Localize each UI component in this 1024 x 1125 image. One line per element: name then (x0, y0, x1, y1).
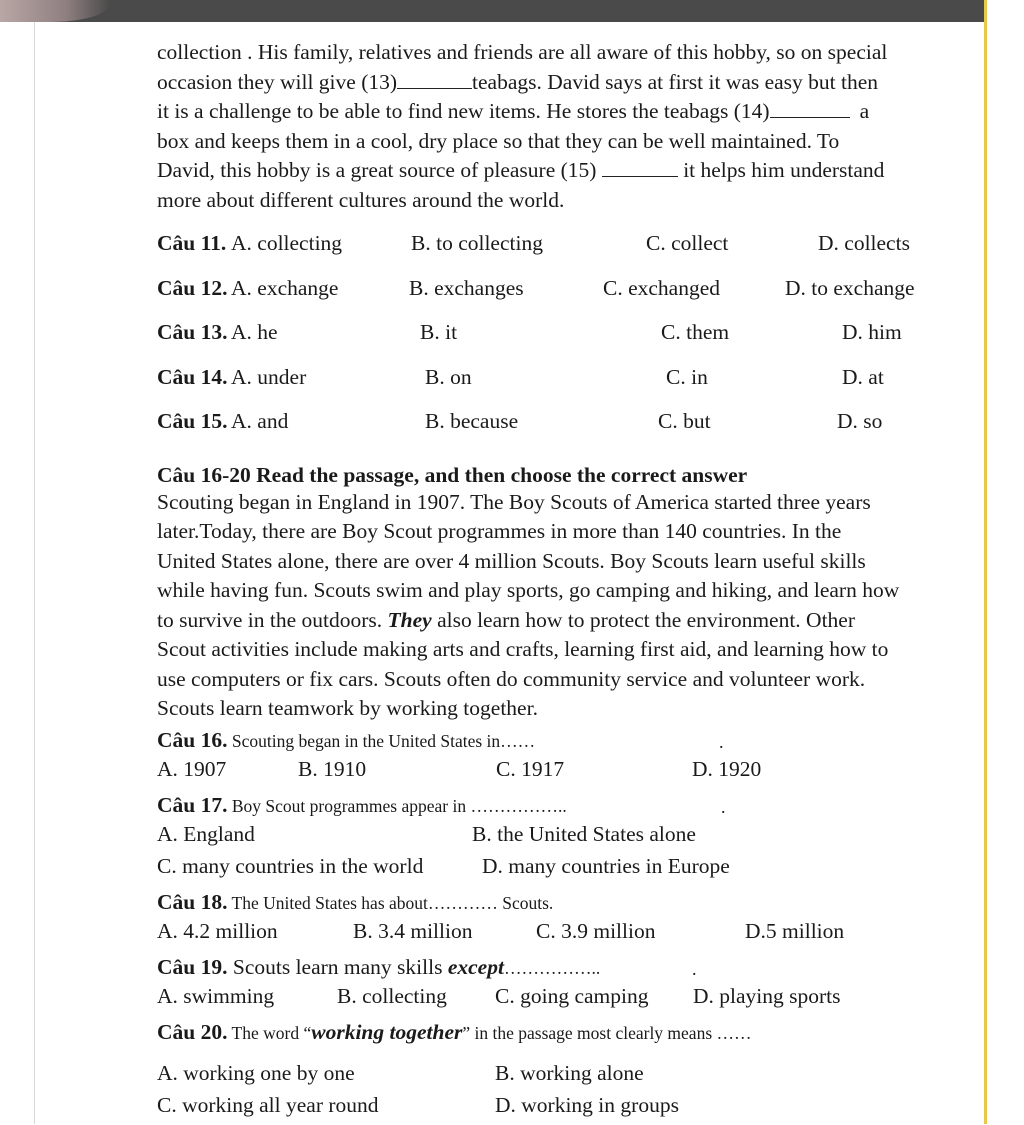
option-a: A. collecting (231, 231, 343, 255)
stray-mark: . (721, 796, 726, 817)
passage-2-line-7: use computers or fix cars. Scouts often do community service and volunteer work. (157, 666, 866, 691)
option-c: C. in (666, 364, 708, 389)
option-b: B. collecting (337, 983, 447, 1008)
option-a: A. working one by one (157, 1060, 355, 1085)
passage-2-line-5 (157, 606, 917, 636)
text-segment: David, this hobby is a great source of pleasure (15) (157, 158, 597, 182)
options-19 (157, 984, 917, 1016)
text-segment: to survive in the outdoors. (157, 607, 388, 632)
question-row (157, 320, 917, 365)
question-16 (157, 724, 917, 757)
option-b: B. working alone (495, 1060, 644, 1085)
right-margin-line (984, 0, 987, 1124)
passage-1-line-1: collection . His family, relatives and friends are all aware of this hobby, so on special (157, 40, 888, 64)
option-b: B. on (425, 364, 472, 389)
blank-15 (602, 176, 678, 177)
option-d: D. so (837, 409, 883, 433)
question-number: Câu 12. (157, 275, 228, 300)
stray-mark: . (692, 958, 697, 979)
question-number: Câu 20. (157, 1019, 228, 1044)
top-dark-bar (0, 0, 1024, 22)
blank-13 (397, 88, 472, 89)
option-d: D. many countries in Europe (482, 853, 730, 878)
option-c: C. going camping (495, 983, 649, 1008)
question-17 (157, 789, 917, 822)
question-18 (157, 886, 917, 919)
question-number: Câu 16. (157, 727, 228, 752)
option-d: D. 1920 (692, 756, 762, 781)
question-number: Câu 13. (157, 320, 228, 344)
option-c: C. 3.9 million (536, 918, 656, 943)
option-a: A. swimming (157, 983, 275, 1008)
question-row (157, 365, 917, 410)
option-b: B. to collecting (411, 231, 543, 255)
mcq-11-15 (157, 231, 917, 454)
option-a: A. 4.2 million (157, 918, 278, 943)
question-text: Boy Scout programmes appear in …………….. (227, 795, 567, 816)
text-segment: teabags. David says at first it was easy but then (472, 69, 879, 94)
passage-1-line-6: more about different cultures around the world. (157, 187, 565, 212)
option-c: C. many countries in the world (157, 853, 424, 878)
passage-1-line-5 (157, 156, 917, 186)
text-segment: it helps him understand (683, 158, 885, 182)
option-c: C. 1917 (496, 756, 565, 781)
options-17-row-2 (157, 854, 917, 886)
emphasized-word: They (387, 607, 432, 632)
option-b: B. because (425, 409, 519, 433)
question-number: Câu 17. (157, 792, 228, 817)
options-18 (157, 919, 917, 951)
option-d: D.5 million (745, 918, 845, 943)
option-d: D. him (842, 320, 902, 344)
option-d: D. working in groups (495, 1092, 679, 1117)
question-number: Câu 15. (157, 409, 228, 433)
option-c: C. collect (646, 231, 729, 255)
options-20-row-2 (157, 1093, 917, 1125)
option-b: B. it (420, 320, 458, 344)
passage-2-line-8: Scouts learn teamwork by working together. (157, 696, 538, 720)
option-b: B. the United States alone (472, 821, 696, 846)
passage-1-line-4: box and keeps them in a cool, dry place so that they can be well maintained. To (157, 128, 840, 153)
spacer (157, 1049, 917, 1061)
question-number: Câu 19. (157, 954, 228, 979)
worksheet-page (157, 38, 917, 1125)
option-d: D. collects (818, 231, 910, 255)
option-b: B. 3.4 million (353, 918, 473, 943)
option-d: D. to exchange (785, 275, 915, 300)
question-text: Scouting began in the United States in…… (227, 730, 536, 751)
options-17-row-1 (157, 822, 917, 854)
option-c: C. working all year round (157, 1092, 379, 1117)
option-a: A. under (231, 364, 307, 389)
option-a: A. exchange (231, 275, 339, 300)
question-20 (157, 1016, 917, 1049)
question-number: Câu 11. (157, 231, 227, 255)
question-19 (157, 951, 917, 984)
passage-1-line-3 (157, 97, 917, 127)
passage-2-line-4: while having fun. Scouts swim and play sports, go camping and hiking, and learn how (157, 578, 900, 602)
passage-2-line-6: Scout activities include making arts and crafts, learning first aid, and learning how to (157, 637, 889, 661)
question-number: Câu 14. (157, 364, 228, 389)
passage-1 (157, 38, 917, 215)
text-segment: it is a challenge to be able to find new items. He stores the teabags (14) (157, 99, 770, 123)
blank-14 (770, 117, 850, 118)
text-segment: also learn how to protect the environment. Other (431, 607, 856, 632)
left-margin-line (34, 22, 35, 1124)
question-text: The word “ (227, 1022, 312, 1043)
option-a: A. he (231, 320, 278, 344)
option-a: A. and (231, 409, 289, 433)
passage-2-line-3: United States alone, there are over 4 million Scouts. Boy Scouts learn useful skills (157, 548, 866, 573)
stray-mark: . (719, 731, 724, 752)
emphasized-word: except (447, 954, 504, 979)
question-row (157, 276, 917, 321)
passage-2-line-2: later.Today, there are Boy Scout programmes in more than 140 countries. In the (157, 519, 842, 543)
question-text: Scouts learn many skills (227, 954, 448, 979)
question-text: The United States has about………… Scouts. (227, 892, 554, 913)
passage-2-line-1: Scouting began in England in 1907. The Boy Scouts of America started three years (157, 489, 871, 514)
emphasized-phrase: working together (311, 1019, 463, 1044)
text-segment: occasion they will give (13) (157, 69, 398, 94)
top-bar-gap (984, 0, 1024, 22)
option-c: C. but (658, 409, 711, 433)
options-16 (157, 757, 917, 789)
option-a: A. England (157, 821, 255, 846)
question-row (157, 231, 917, 276)
question-row (157, 409, 917, 454)
passage-2 (157, 462, 917, 724)
option-d: D. playing sports (693, 983, 841, 1008)
section-2-heading: Câu 16-20 Read the passage, and then choose the correct answer (157, 462, 748, 487)
options-20-row-1 (157, 1061, 917, 1093)
passage-1-line-2 (157, 68, 917, 98)
text-segment: a (859, 99, 870, 123)
question-number: Câu 18. (157, 889, 228, 914)
option-b: B. 1910 (298, 756, 367, 781)
question-blank: …………….. (503, 957, 601, 978)
option-d: D. at (842, 364, 884, 389)
option-c: C. them (661, 320, 730, 344)
option-c: C. exchanged (603, 275, 721, 300)
option-b: B. exchanges (409, 275, 524, 300)
question-text: ” in the passage most clearly means …… (462, 1022, 752, 1043)
option-a: A. 1907 (157, 756, 227, 781)
